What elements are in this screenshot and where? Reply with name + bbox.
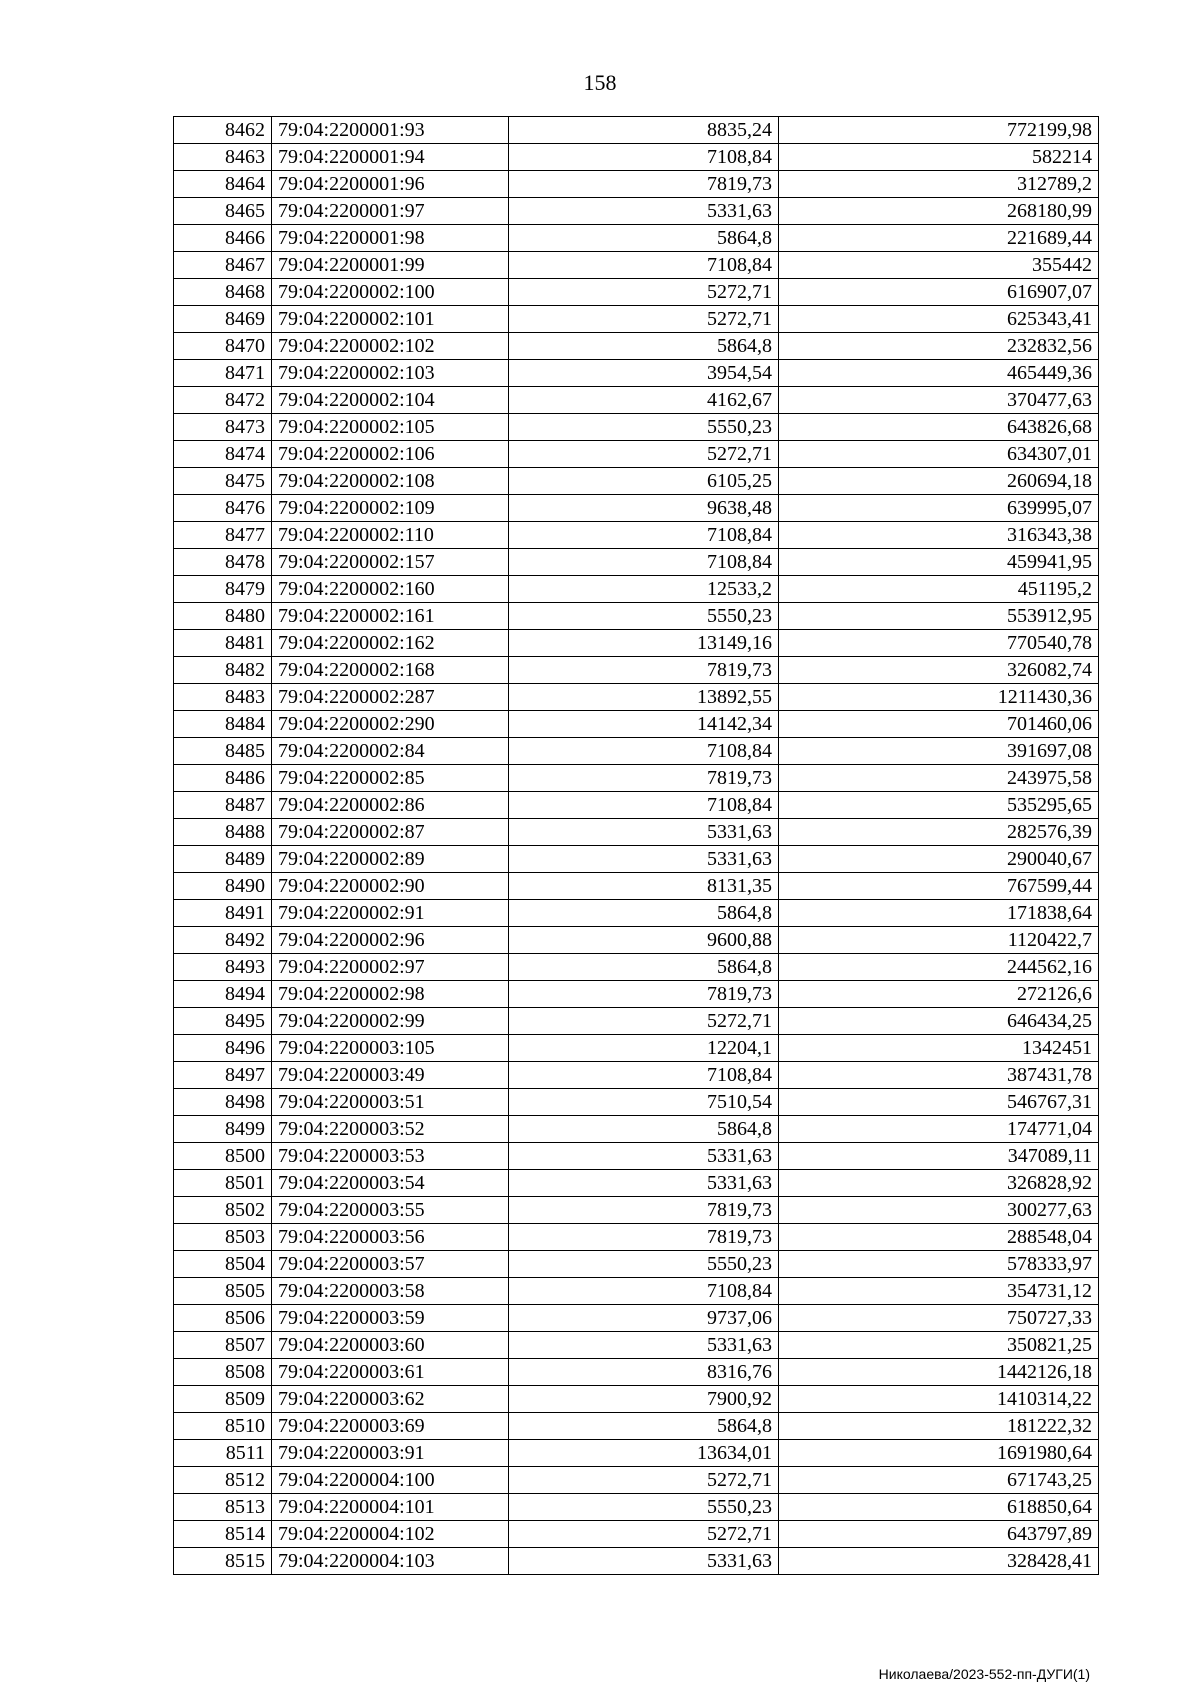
amount-cell: 244562,16 xyxy=(779,954,1099,981)
amount-cell: 459941,95 xyxy=(779,549,1099,576)
row-number-cell: 8475 xyxy=(174,468,272,495)
value-cell: 7819,73 xyxy=(509,1197,779,1224)
row-number-cell: 8462 xyxy=(174,117,272,144)
document-footer-code: Николаева/2023-552-пп-ДУГИ(1) xyxy=(878,1666,1090,1682)
row-number-cell: 8470 xyxy=(174,333,272,360)
value-cell: 5864,8 xyxy=(509,954,779,981)
table-row xyxy=(174,1170,1099,1197)
amount-cell: 1410314,22 xyxy=(779,1386,1099,1413)
value-cell: 7819,73 xyxy=(509,1224,779,1251)
table-row xyxy=(174,1413,1099,1440)
table-row xyxy=(174,576,1099,603)
row-number-cell: 8491 xyxy=(174,900,272,927)
value-cell: 5272,71 xyxy=(509,1467,779,1494)
table-row xyxy=(174,1224,1099,1251)
cadastral-number-cell: 79:04:2200002:109 xyxy=(272,495,509,522)
amount-cell: 243975,58 xyxy=(779,765,1099,792)
table-row xyxy=(174,549,1099,576)
table-row xyxy=(174,306,1099,333)
row-number-cell: 8514 xyxy=(174,1521,272,1548)
amount-cell: 1120422,7 xyxy=(779,927,1099,954)
amount-cell: 639995,07 xyxy=(779,495,1099,522)
value-cell: 13892,55 xyxy=(509,684,779,711)
table-row xyxy=(174,792,1099,819)
cadastral-number-cell: 79:04:2200002:103 xyxy=(272,360,509,387)
amount-cell: 370477,63 xyxy=(779,387,1099,414)
row-number-cell: 8469 xyxy=(174,306,272,333)
cadastral-number-cell: 79:04:2200001:98 xyxy=(272,225,509,252)
row-number-cell: 8464 xyxy=(174,171,272,198)
amount-cell: 326082,74 xyxy=(779,657,1099,684)
value-cell: 13634,01 xyxy=(509,1440,779,1467)
table-row xyxy=(174,225,1099,252)
value-cell: 7108,84 xyxy=(509,522,779,549)
value-cell: 4162,67 xyxy=(509,387,779,414)
row-number-cell: 8509 xyxy=(174,1386,272,1413)
row-number-cell: 8485 xyxy=(174,738,272,765)
cadastral-number-cell: 79:04:2200002:87 xyxy=(272,819,509,846)
amount-cell: 646434,25 xyxy=(779,1008,1099,1035)
cadastral-number-cell: 79:04:2200002:98 xyxy=(272,981,509,1008)
row-number-cell: 8474 xyxy=(174,441,272,468)
row-number-cell: 8476 xyxy=(174,495,272,522)
amount-cell: 616907,07 xyxy=(779,279,1099,306)
row-number-cell: 8495 xyxy=(174,1008,272,1035)
value-cell: 7108,84 xyxy=(509,738,779,765)
cadastral-number-cell: 79:04:2200003:105 xyxy=(272,1035,509,1062)
table-row xyxy=(174,954,1099,981)
amount-cell: 643797,89 xyxy=(779,1521,1099,1548)
amount-cell: 350821,25 xyxy=(779,1332,1099,1359)
cadastral-number-cell: 79:04:2200004:102 xyxy=(272,1521,509,1548)
row-number-cell: 8504 xyxy=(174,1251,272,1278)
table-row xyxy=(174,387,1099,414)
amount-cell: 671743,25 xyxy=(779,1467,1099,1494)
cadastral-number-cell: 79:04:2200004:101 xyxy=(272,1494,509,1521)
row-number-cell: 8479 xyxy=(174,576,272,603)
value-cell: 5272,71 xyxy=(509,441,779,468)
value-cell: 7108,84 xyxy=(509,252,779,279)
table-row xyxy=(174,927,1099,954)
table-row xyxy=(174,603,1099,630)
value-cell: 7819,73 xyxy=(509,981,779,1008)
row-number-cell: 8502 xyxy=(174,1197,272,1224)
amount-cell: 232832,56 xyxy=(779,333,1099,360)
row-number-cell: 8488 xyxy=(174,819,272,846)
value-cell: 5272,71 xyxy=(509,1521,779,1548)
cadastral-number-cell: 79:04:2200003:53 xyxy=(272,1143,509,1170)
cadastral-number-cell: 79:04:2200002:168 xyxy=(272,657,509,684)
cadastral-number-cell: 79:04:2200001:93 xyxy=(272,117,509,144)
value-cell: 5550,23 xyxy=(509,414,779,441)
value-cell: 7108,84 xyxy=(509,792,779,819)
value-cell: 7108,84 xyxy=(509,1278,779,1305)
value-cell: 5550,23 xyxy=(509,1494,779,1521)
row-number-cell: 8510 xyxy=(174,1413,272,1440)
amount-cell: 625343,41 xyxy=(779,306,1099,333)
value-cell: 5272,71 xyxy=(509,306,779,333)
row-number-cell: 8465 xyxy=(174,198,272,225)
table-row xyxy=(174,1278,1099,1305)
value-cell: 7108,84 xyxy=(509,144,779,171)
value-cell: 8835,24 xyxy=(509,117,779,144)
cadastral-number-cell: 79:04:2200002:102 xyxy=(272,333,509,360)
amount-cell: 1342451 xyxy=(779,1035,1099,1062)
table-row xyxy=(174,819,1099,846)
row-number-cell: 8483 xyxy=(174,684,272,711)
amount-cell: 312789,2 xyxy=(779,171,1099,198)
value-cell: 7819,73 xyxy=(509,171,779,198)
cadastral-number-cell: 79:04:2200002:106 xyxy=(272,441,509,468)
cadastral-number-cell: 79:04:2200002:101 xyxy=(272,306,509,333)
amount-cell: 535295,65 xyxy=(779,792,1099,819)
row-number-cell: 8480 xyxy=(174,603,272,630)
amount-cell: 316343,38 xyxy=(779,522,1099,549)
amount-cell: 750727,33 xyxy=(779,1305,1099,1332)
table-row xyxy=(174,360,1099,387)
amount-cell: 553912,95 xyxy=(779,603,1099,630)
cadastral-number-cell: 79:04:2200003:57 xyxy=(272,1251,509,1278)
cadastral-number-cell: 79:04:2200004:100 xyxy=(272,1467,509,1494)
amount-cell: 221689,44 xyxy=(779,225,1099,252)
cadastral-number-cell: 79:04:2200002:161 xyxy=(272,603,509,630)
table-row xyxy=(174,198,1099,225)
value-cell: 5864,8 xyxy=(509,333,779,360)
table-row xyxy=(174,630,1099,657)
cadastral-number-cell: 79:04:2200002:157 xyxy=(272,549,509,576)
cadastral-number-cell: 79:04:2200003:49 xyxy=(272,1062,509,1089)
value-cell: 14142,34 xyxy=(509,711,779,738)
row-number-cell: 8512 xyxy=(174,1467,272,1494)
table-row xyxy=(174,414,1099,441)
table-row xyxy=(174,1440,1099,1467)
amount-cell: 290040,67 xyxy=(779,846,1099,873)
table-row xyxy=(174,495,1099,522)
row-number-cell: 8472 xyxy=(174,387,272,414)
table-row xyxy=(174,846,1099,873)
row-number-cell: 8486 xyxy=(174,765,272,792)
amount-cell: 328428,41 xyxy=(779,1548,1099,1575)
table-row xyxy=(174,252,1099,279)
cadastral-number-cell: 79:04:2200002:287 xyxy=(272,684,509,711)
amount-cell: 260694,18 xyxy=(779,468,1099,495)
row-number-cell: 8494 xyxy=(174,981,272,1008)
row-number-cell: 8513 xyxy=(174,1494,272,1521)
cadastral-number-cell: 79:04:2200003:91 xyxy=(272,1440,509,1467)
cadastral-number-cell: 79:04:2200002:110 xyxy=(272,522,509,549)
cadastral-number-cell: 79:04:2200003:52 xyxy=(272,1116,509,1143)
cadastral-number-cell: 79:04:2200001:99 xyxy=(272,252,509,279)
cadastral-number-cell: 79:04:2200002:91 xyxy=(272,900,509,927)
cadastral-table xyxy=(173,116,1099,1575)
table-row xyxy=(174,1494,1099,1521)
amount-cell: 272126,6 xyxy=(779,981,1099,1008)
row-number-cell: 8497 xyxy=(174,1062,272,1089)
cadastral-number-cell: 79:04:2200003:58 xyxy=(272,1278,509,1305)
value-cell: 3954,54 xyxy=(509,360,779,387)
row-number-cell: 8515 xyxy=(174,1548,272,1575)
value-cell: 7108,84 xyxy=(509,549,779,576)
value-cell: 7108,84 xyxy=(509,1062,779,1089)
cadastral-number-cell: 79:04:2200002:89 xyxy=(272,846,509,873)
table-row xyxy=(174,873,1099,900)
value-cell: 7819,73 xyxy=(509,657,779,684)
cadastral-number-cell: 79:04:2200002:108 xyxy=(272,468,509,495)
row-number-cell: 8490 xyxy=(174,873,272,900)
table-row xyxy=(174,1116,1099,1143)
value-cell: 6105,25 xyxy=(509,468,779,495)
row-number-cell: 8501 xyxy=(174,1170,272,1197)
cadastral-number-cell: 79:04:2200002:104 xyxy=(272,387,509,414)
cadastral-number-cell: 79:04:2200002:86 xyxy=(272,792,509,819)
row-number-cell: 8484 xyxy=(174,711,272,738)
value-cell: 12204,1 xyxy=(509,1035,779,1062)
value-cell: 9638,48 xyxy=(509,495,779,522)
amount-cell: 1691980,64 xyxy=(779,1440,1099,1467)
value-cell: 5550,23 xyxy=(509,603,779,630)
value-cell: 5331,63 xyxy=(509,1548,779,1575)
amount-cell: 643826,68 xyxy=(779,414,1099,441)
value-cell: 5331,63 xyxy=(509,1143,779,1170)
table-row xyxy=(174,684,1099,711)
row-number-cell: 8498 xyxy=(174,1089,272,1116)
value-cell: 5331,63 xyxy=(509,1170,779,1197)
row-number-cell: 8496 xyxy=(174,1035,272,1062)
table-row xyxy=(174,1305,1099,1332)
amount-cell: 701460,06 xyxy=(779,711,1099,738)
amount-cell: 546767,31 xyxy=(779,1089,1099,1116)
value-cell: 5272,71 xyxy=(509,1008,779,1035)
cadastral-number-cell: 79:04:2200002:100 xyxy=(272,279,509,306)
value-cell: 5550,23 xyxy=(509,1251,779,1278)
table-row xyxy=(174,711,1099,738)
row-number-cell: 8508 xyxy=(174,1359,272,1386)
cadastral-number-cell: 79:04:2200002:162 xyxy=(272,630,509,657)
table-row xyxy=(174,738,1099,765)
row-number-cell: 8478 xyxy=(174,549,272,576)
row-number-cell: 8466 xyxy=(174,225,272,252)
amount-cell: 465449,36 xyxy=(779,360,1099,387)
amount-cell: 391697,08 xyxy=(779,738,1099,765)
table-row xyxy=(174,1467,1099,1494)
value-cell: 7510,54 xyxy=(509,1089,779,1116)
cadastral-number-cell: 79:04:2200003:59 xyxy=(272,1305,509,1332)
amount-cell: 578333,97 xyxy=(779,1251,1099,1278)
cadastral-number-cell: 79:04:2200002:290 xyxy=(272,711,509,738)
table-row xyxy=(174,1521,1099,1548)
cadastral-number-cell: 79:04:2200002:96 xyxy=(272,927,509,954)
value-cell: 5864,8 xyxy=(509,225,779,252)
amount-cell: 174771,04 xyxy=(779,1116,1099,1143)
table-row xyxy=(174,1359,1099,1386)
row-number-cell: 8477 xyxy=(174,522,272,549)
table-row xyxy=(174,1251,1099,1278)
value-cell: 9600,88 xyxy=(509,927,779,954)
cadastral-number-cell: 79:04:2200002:85 xyxy=(272,765,509,792)
table-row xyxy=(174,1062,1099,1089)
cadastral-number-cell: 79:04:2200002:97 xyxy=(272,954,509,981)
row-number-cell: 8506 xyxy=(174,1305,272,1332)
row-number-cell: 8487 xyxy=(174,792,272,819)
amount-cell: 300277,63 xyxy=(779,1197,1099,1224)
amount-cell: 770540,78 xyxy=(779,630,1099,657)
cadastral-number-cell: 79:04:2200003:62 xyxy=(272,1386,509,1413)
value-cell: 7819,73 xyxy=(509,765,779,792)
row-number-cell: 8505 xyxy=(174,1278,272,1305)
table-row xyxy=(174,1035,1099,1062)
value-cell: 5331,63 xyxy=(509,1332,779,1359)
amount-cell: 354731,12 xyxy=(779,1278,1099,1305)
value-cell: 9737,06 xyxy=(509,1305,779,1332)
amount-cell: 288548,04 xyxy=(779,1224,1099,1251)
cadastral-number-cell: 79:04:2200002:84 xyxy=(272,738,509,765)
table-row xyxy=(174,144,1099,171)
table-row xyxy=(174,1008,1099,1035)
table-row xyxy=(174,441,1099,468)
row-number-cell: 8473 xyxy=(174,414,272,441)
amount-cell: 582214 xyxy=(779,144,1099,171)
cadastral-number-cell: 79:04:2200003:60 xyxy=(272,1332,509,1359)
amount-cell: 1442126,18 xyxy=(779,1359,1099,1386)
row-number-cell: 8467 xyxy=(174,252,272,279)
amount-cell: 1211430,36 xyxy=(779,684,1099,711)
cadastral-number-cell: 79:04:2200002:105 xyxy=(272,414,509,441)
table-row xyxy=(174,1548,1099,1575)
cadastral-number-cell: 79:04:2200001:96 xyxy=(272,171,509,198)
amount-cell: 772199,98 xyxy=(779,117,1099,144)
table-row xyxy=(174,657,1099,684)
table-row xyxy=(174,900,1099,927)
table-row xyxy=(174,1386,1099,1413)
table-row xyxy=(174,1332,1099,1359)
table-body xyxy=(174,117,1099,1575)
amount-cell: 634307,01 xyxy=(779,441,1099,468)
row-number-cell: 8493 xyxy=(174,954,272,981)
cadastral-number-cell: 79:04:2200002:99 xyxy=(272,1008,509,1035)
table-row xyxy=(174,522,1099,549)
row-number-cell: 8482 xyxy=(174,657,272,684)
value-cell: 7900,92 xyxy=(509,1386,779,1413)
cadastral-number-cell: 79:04:2200003:55 xyxy=(272,1197,509,1224)
amount-cell: 268180,99 xyxy=(779,198,1099,225)
table-row xyxy=(174,1143,1099,1170)
value-cell: 5331,63 xyxy=(509,198,779,225)
table-row xyxy=(174,117,1099,144)
value-cell: 5864,8 xyxy=(509,1116,779,1143)
row-number-cell: 8489 xyxy=(174,846,272,873)
row-number-cell: 8500 xyxy=(174,1143,272,1170)
table-row xyxy=(174,765,1099,792)
value-cell: 5272,71 xyxy=(509,279,779,306)
row-number-cell: 8471 xyxy=(174,360,272,387)
row-number-cell: 8511 xyxy=(174,1440,272,1467)
cadastral-number-cell: 79:04:2200002:90 xyxy=(272,873,509,900)
table-row xyxy=(174,1197,1099,1224)
amount-cell: 618850,64 xyxy=(779,1494,1099,1521)
row-number-cell: 8463 xyxy=(174,144,272,171)
table-row xyxy=(174,1089,1099,1116)
amount-cell: 387431,78 xyxy=(779,1062,1099,1089)
cadastral-number-cell: 79:04:2200002:160 xyxy=(272,576,509,603)
amount-cell: 451195,2 xyxy=(779,576,1099,603)
cadastral-number-cell: 79:04:2200003:69 xyxy=(272,1413,509,1440)
row-number-cell: 8499 xyxy=(174,1116,272,1143)
value-cell: 5864,8 xyxy=(509,1413,779,1440)
row-number-cell: 8468 xyxy=(174,279,272,306)
row-number-cell: 8503 xyxy=(174,1224,272,1251)
cadastral-number-cell: 79:04:2200003:61 xyxy=(272,1359,509,1386)
amount-cell: 355442 xyxy=(779,252,1099,279)
cadastral-number-cell: 79:04:2200003:51 xyxy=(272,1089,509,1116)
table-row xyxy=(174,171,1099,198)
row-number-cell: 8492 xyxy=(174,927,272,954)
cadastral-number-cell: 79:04:2200003:56 xyxy=(272,1224,509,1251)
table-row xyxy=(174,468,1099,495)
cadastral-number-cell: 79:04:2200001:94 xyxy=(272,144,509,171)
value-cell: 8316,76 xyxy=(509,1359,779,1386)
cadastral-number-cell: 79:04:2200004:103 xyxy=(272,1548,509,1575)
value-cell: 13149,16 xyxy=(509,630,779,657)
page-number: 158 xyxy=(583,70,617,95)
table-row xyxy=(174,333,1099,360)
value-cell: 12533,2 xyxy=(509,576,779,603)
row-number-cell: 8481 xyxy=(174,630,272,657)
table-row xyxy=(174,981,1099,1008)
value-cell: 5331,63 xyxy=(509,846,779,873)
amount-cell: 326828,92 xyxy=(779,1170,1099,1197)
amount-cell: 181222,32 xyxy=(779,1413,1099,1440)
cadastral-number-cell: 79:04:2200001:97 xyxy=(272,198,509,225)
value-cell: 5331,63 xyxy=(509,819,779,846)
amount-cell: 171838,64 xyxy=(779,900,1099,927)
amount-cell: 347089,11 xyxy=(779,1143,1099,1170)
amount-cell: 767599,44 xyxy=(779,873,1099,900)
value-cell: 8131,35 xyxy=(509,873,779,900)
table-row xyxy=(174,279,1099,306)
amount-cell: 282576,39 xyxy=(779,819,1099,846)
cadastral-number-cell: 79:04:2200003:54 xyxy=(272,1170,509,1197)
value-cell: 5864,8 xyxy=(509,900,779,927)
row-number-cell: 8507 xyxy=(174,1332,272,1359)
